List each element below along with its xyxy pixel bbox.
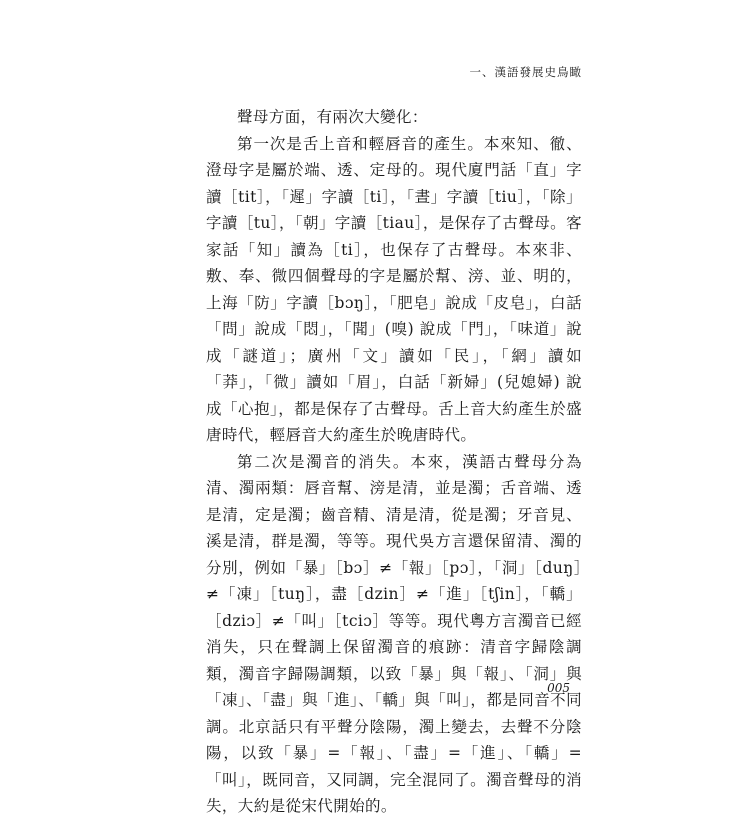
body-text (206, 104, 582, 820)
paragraph-second-change: 第二次是濁音的消失。本來，漢語古聲母分為清、濁兩類：唇音幫、滂是清，並是濁；舌音端、透是清，定是濁；齒音精、清是清，從是濁；牙音見、溪是清，群是濁，等等。現代吳方言還保留清、濁的分別，例如「暴」［bɔ］≠「報」［pɔ］，「洞」［duŋ］≠「凍」［tuŋ］，盡［dzin］≠「進」［tʃin］，「轎」［dziɔ］≠「叫」［tciɔ］等等。現代粵方言濁音已經消失，只在聲調上保留濁音的痕跡：清音字歸陰調類，濁音字歸陽調類，以致「暴」與「報」、「洞」與「凍」、「盡」與「進」、「轎」與「叫」，都是同音不同調。北京話只有平聲分陰陽，濁上變去，去聲不分陰陽，以致「暴」=「報」、「盡」=「進」、「轎」=「叫」，既同音，又同調，完全混同了。濁音聲母的消失，大約是從宋代開始的。 (206, 452, 582, 815)
paragraph-intro: 聲母方面，有兩次大變化： (237, 108, 428, 126)
paragraph-first-change: 第一次是舌上音和輕唇音的產生。本來知、徹、澄母字是屬於端、透、定母的。現代廈門話「直」字讀［tit］，「遲」字讀［ti］，「晝」字讀［tiu］，「除」字讀［tu］，「朝」字讀［tiau］，是保存了古聲母。客家話「知」讀為［ti］，也保存了古聲母。本來非、敷、奉、微四個聲母的字是屬於幫、滂、並、明的，上海「防」字讀［bɔŋ］，「肥皂」說成「皮皂」，白話「問」說成「悶」，「聞」(嗅) 說成「門」，「味道」說成「謎道」；廣州「文」讀如「民」，「網」讀如「莽」，「微」讀如「眉」，白話「新婦」(兒媳婦) 說成「心抱」，都是保存了古聲母。舌上音大約產生於盛唐時代，輕唇音大約產生於晚唐時代。 (206, 134, 582, 444)
page-number: 005 (547, 681, 570, 695)
running-header: 一、漢語發展史鳥瞰 (469, 65, 582, 79)
